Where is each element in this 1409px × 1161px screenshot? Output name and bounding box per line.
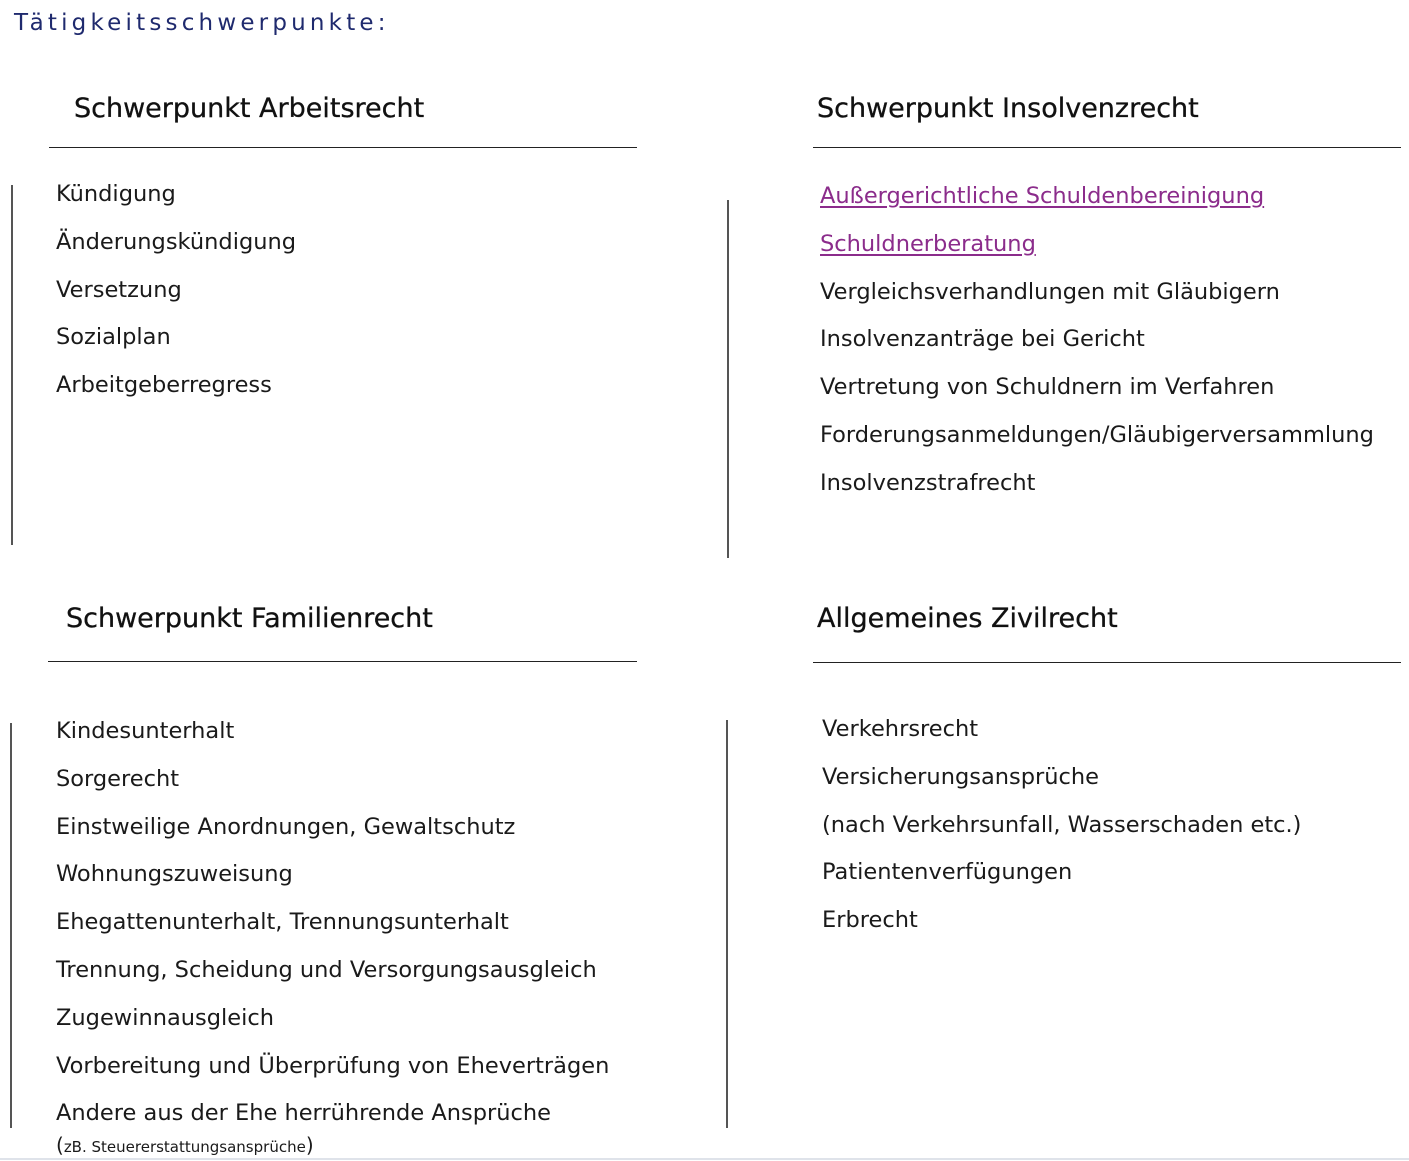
rule-zivilrecht	[813, 662, 1401, 663]
footnote-close: )	[305, 1133, 314, 1157]
list-item: Ehegattenunterhalt, Trennungsunterhalt	[56, 909, 509, 936]
list-item: Insolvenzstrafrecht	[820, 469, 1036, 496]
list-item: Insolvenzanträge bei Gericht	[820, 326, 1145, 353]
list-item: Versicherungsansprüche	[822, 763, 1099, 790]
list-item: Änderungskündigung	[56, 228, 297, 255]
list-item: Versetzung	[56, 276, 182, 303]
list-arbeitsrecht	[56, 171, 296, 410]
list-item: Einstweilige Anordnungen, Gewaltschutz	[56, 813, 516, 840]
list-item-link	[820, 221, 1374, 269]
list-item: Vorbereitung und Überprüfung von Eheverträgen	[56, 1052, 610, 1079]
list-item: Wohnungszuweisung	[56, 861, 293, 888]
list-familienrecht	[56, 708, 609, 1138]
list-item: Forderungsanmeldungen/Gläubigerversammlung	[820, 421, 1374, 448]
list-item: Verkehrsrecht	[822, 716, 979, 742]
list-item: Zugewinnausgleich	[56, 1004, 275, 1031]
list-item: Andere aus der Ehe herrührende Ansprüche	[56, 1100, 551, 1127]
list-item: Sorgerecht	[56, 765, 180, 792]
footnote-open: (	[56, 1133, 64, 1157]
heading-insolvenzrecht: Schwerpunkt Insolvenzrecht	[817, 93, 1199, 124]
list-zivilrecht	[822, 706, 1301, 945]
rule-insolvenzrecht	[813, 147, 1401, 148]
list-item: Arbeitgeberregress	[56, 372, 272, 399]
link-schuldenbereinigung[interactable]: Außergerichtliche Schuldenbereinigung	[820, 183, 1265, 209]
footnote-familienrecht	[56, 1133, 314, 1157]
list-item: Kündigung	[56, 181, 176, 207]
vbar-insolvenzrecht	[727, 200, 729, 558]
list-item: Patientenverfügungen	[822, 859, 1073, 886]
link-schuldnerberatung[interactable]: Schuldnerberatung	[820, 230, 1036, 257]
list-item: (nach Verkehrsunfall, Wasserschaden etc.)	[822, 811, 1302, 838]
heading-familienrecht: Schwerpunkt Familienrecht	[66, 603, 433, 634]
vbar-zivilrecht	[726, 720, 728, 1128]
list-item: Kindesunterhalt	[56, 718, 235, 744]
rule-arbeitsrecht	[49, 147, 637, 148]
page-title: Tätigkeitsschwerpunkte:	[14, 10, 390, 36]
list-item: Vergleichsverhandlungen mit Gläubigern	[820, 278, 1280, 305]
list-item: Trennung, Scheidung und Versorgungsausgleich	[56, 956, 597, 983]
list-insolvenzrecht	[820, 173, 1374, 508]
vbar-arbeitsrecht	[11, 185, 13, 545]
list-item-link	[820, 173, 1374, 221]
heading-arbeitsrecht: Schwerpunkt Arbeitsrecht	[74, 93, 425, 124]
list-item: Vertretung von Schuldnern im Verfahren	[820, 374, 1275, 401]
list-item: Sozialplan	[56, 324, 171, 351]
bottom-divider	[0, 1158, 1409, 1160]
vbar-familienrecht	[10, 723, 12, 1128]
footnote-text: zB. Steuererstattungsansprüche	[63, 1138, 306, 1156]
list-item: Erbrecht	[822, 907, 918, 934]
rule-familienrecht	[48, 661, 637, 662]
heading-zivilrecht: Allgemeines Zivilrecht	[817, 603, 1118, 634]
